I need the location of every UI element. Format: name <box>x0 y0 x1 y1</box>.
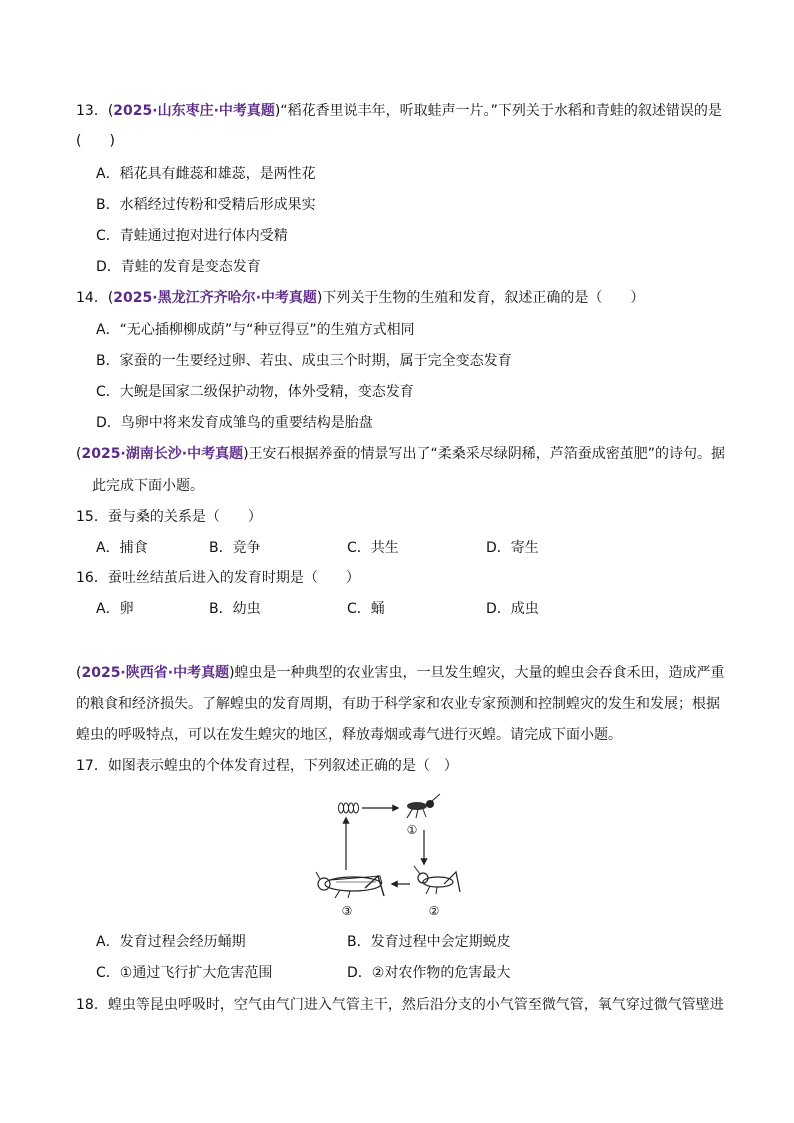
q17-option-a[interactable]: A．发育过程会经历蛹期 <box>96 934 246 950</box>
stage-label-2: ② <box>428 904 440 918</box>
q13-option-a[interactable]: A．稻花具有雌蕊和雄蕊，是两性花 <box>96 166 316 182</box>
stage-label-3: ③ <box>341 904 353 918</box>
q14-option-a[interactable]: A．“无心插柳柳成荫”与“种豆得豆”的生殖方式相同 <box>96 322 415 338</box>
adult-locust-icon <box>316 872 384 898</box>
intro2-line1: (2025·陕西省·中考真题)蝗虫是一种典型的农业害虫，一旦发生蝗灾，大量的蝗虫会吞食禾田，造成严重 <box>76 665 725 681</box>
q15-option-a[interactable]: A．捕食 <box>96 540 148 556</box>
intro1-line1: (2025·湖南长沙·中考真题)王安石根据养蚕的情景写出了“柔桑采尽绿阴稀，芦箔蚕成密茧肥”的诗句。据 <box>76 446 726 462</box>
q14-option-d[interactable]: D．鸟卵中将来发育成雏鸟的重要结构是胎盘 <box>96 415 373 431</box>
q13-paren: ( ) <box>76 133 115 149</box>
q16-stem: 16．蚕吐丝结茧后进入的发育时期是（ ） <box>76 570 360 586</box>
intro2-line3: 蝗虫的呼吸特点，可以在发生蝗灾的地区，释放毒烟或毒气进行灭蝗。请完成下面小题。 <box>76 727 622 743</box>
intro2-line2: 的粮食和经济损失。了解蝗虫的发育周期，有助于科学家和农业专家预测和控制蝗灾的发生和发展；根据 <box>76 696 720 712</box>
q13-option-c[interactable]: C．青蛙通过抱对进行体内受精 <box>96 228 288 244</box>
q18-stem: 18．蝗虫等昆虫呼吸时，空气由气门进入气管主干，然后沿分支的小气管至微气管，氧气穿过微气管壁进 <box>76 997 724 1013</box>
q13-option-d[interactable]: D．青蛙的发育是变态发育 <box>96 259 261 275</box>
q14-source: 2025·黑龙江齐齐哈尔·中考真题 <box>113 290 317 306</box>
q16-option-c[interactable]: C．蛹 <box>347 601 385 617</box>
intro1-source: 2025·湖南长沙·中考真题 <box>81 446 244 462</box>
q13-source: 2025·山东枣庄·中考真题 <box>113 103 275 119</box>
q15-option-b[interactable]: B．竞争 <box>209 540 261 556</box>
q14-stem: 14．(2025·黑龙江齐齐哈尔·中考真题)下列关于生物的生殖和发育，叙述正确的是（ ） <box>76 290 645 306</box>
q16-option-a[interactable]: A．卵 <box>96 601 134 617</box>
locust-lifecycle-diagram <box>310 792 470 922</box>
q15-option-c[interactable]: C．共生 <box>347 540 399 556</box>
q14-option-c[interactable]: C．大鲵是国家二级保护动物，体外受精，变态发育 <box>96 384 414 400</box>
q17-option-c[interactable]: C．①通过飞行扩大危害范围 <box>96 965 273 981</box>
q17-option-d[interactable]: D．②对农作物的危害最大 <box>347 965 511 981</box>
stage-label-1: ① <box>406 823 418 837</box>
q13-stem: 13．(2025·山东枣庄·中考真题)“稻花香里说丰年，听取蛙声一片。”下列关于水稻和青蛙的叙述错误的是 <box>76 103 722 119</box>
q15-stem: 15．蚕与桑的关系是（ ） <box>76 509 262 525</box>
young-nymph-icon <box>407 794 440 818</box>
intro2-source: 2025·陕西省·中考真题 <box>81 665 230 681</box>
q16-option-d[interactable]: D．成虫 <box>486 601 539 617</box>
q13-option-b[interactable]: B．水稻经过传粉和受精后形成果实 <box>96 197 316 213</box>
q16-option-b[interactable]: B．幼虫 <box>209 601 261 617</box>
egg-cluster-icon <box>339 803 359 813</box>
intro1-line2: 此完成下面小题。 <box>92 478 204 494</box>
q14-option-b[interactable]: B．家蚕的一生要经过卵、若虫、成虫三个时期，属于完全变态发育 <box>96 353 512 369</box>
q17-option-b[interactable]: B．发育过程中会定期蜕皮 <box>347 934 511 950</box>
older-nymph-icon <box>414 866 460 894</box>
q15-option-d[interactable]: D．寄生 <box>486 540 539 556</box>
q17-stem: 17．如图表示蝗虫的个体发育过程，下列叙述正确的是（ ） <box>76 758 458 774</box>
